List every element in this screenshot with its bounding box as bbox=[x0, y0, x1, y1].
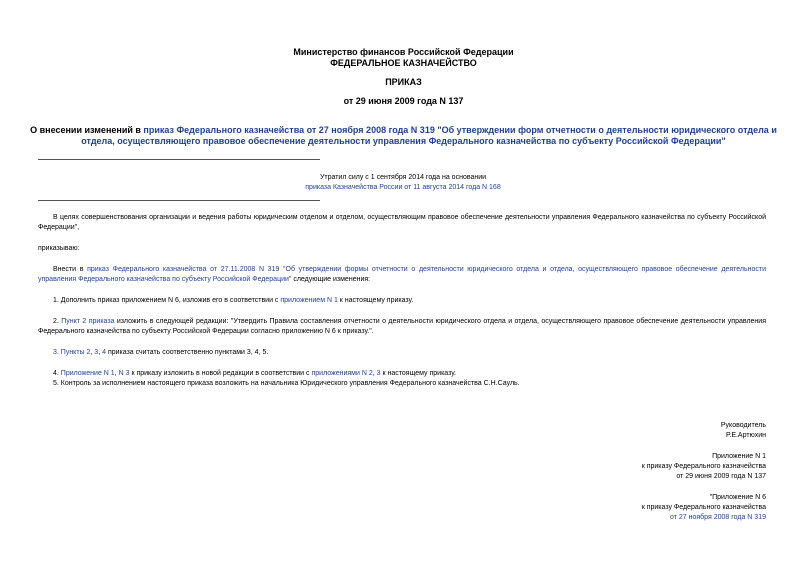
item-3-sep-1: , bbox=[90, 349, 95, 356]
paragraph-preamble: В целях совершенствования организации и ведения работы юридическим отделом и отделом, осуществляющим правовое обеспечение деятельности управления Федерального казначейства по субъекту Российской Федерации", bbox=[38, 214, 766, 231]
agency-title: ФЕДЕРАЛЬНОЕ КАЗНАЧЕЙСТВО bbox=[330, 58, 477, 68]
item-3 bbox=[53, 348, 766, 358]
doc-title-link[interactable]: приказ Федерального казначейства от 27 ноября 2008 года N 319 "Об утверждении форм отчетности о деятельности юридического отдела и отдела, осуществляющего правовое обеспечение деятельности управления Федерального казначейства по субъекту Российской Федерации" bbox=[81, 125, 777, 146]
item-4-suffix: к настоящему приказу. bbox=[380, 370, 456, 377]
paragraph-amend bbox=[38, 265, 766, 285]
status-link[interactable]: приказа Казначейства России от 11 августа 2014 года N 168 bbox=[305, 184, 501, 191]
item-4-link-4[interactable]: 3 bbox=[376, 370, 381, 377]
item-1-text: 1. Дополнить приказ приложением N 6, изложив его в соответствии с bbox=[53, 297, 281, 304]
item-5: 5. Контроль за исполнением настоящего приказа возложить на начальника Юридического управления Федерального казначейства С.Н.Сауль. bbox=[53, 380, 520, 387]
doc-title-prefix: О внесении изменений в bbox=[30, 125, 144, 135]
appendix-1-date: от 29 июня 2009 года N 137 bbox=[676, 473, 766, 480]
amend-suffix: следующие изменения: bbox=[291, 276, 371, 283]
item-1-suffix: к настоящему приказу. bbox=[337, 297, 414, 304]
item-1 bbox=[53, 296, 766, 306]
item-4-text: к приказу изложить в новой редакции в соответствии с bbox=[129, 370, 312, 377]
item-3-link-2[interactable]: 3 bbox=[94, 349, 99, 356]
item-4-link-3[interactable]: приложениями N 2 bbox=[311, 370, 373, 377]
item-4-link-2[interactable]: N 3 bbox=[118, 370, 130, 377]
amend-prefix: Внести в bbox=[53, 266, 88, 273]
item-2-text: изложить в следующей редакции: "Утвердить Правила составления отчетности о деятельности юридического отдела и отдела, осуществляющего правовое обеспечение деятельности управления Федерального казначейства по субъекту Российской Федерации согласно приложению N 6 к приказу.". bbox=[38, 318, 766, 335]
signature-name: Р.Е.Артюхин bbox=[726, 432, 766, 439]
item-2-link[interactable]: Пункт 2 приказа bbox=[61, 318, 115, 325]
doc-type: ПРИКАЗ bbox=[385, 77, 422, 87]
signature-role: Руководитель bbox=[720, 422, 766, 429]
paragraph-order: приказываю: bbox=[38, 245, 80, 252]
divider-top bbox=[38, 159, 320, 160]
ministry-title: Министерство финансов Российской Федерации bbox=[293, 47, 514, 57]
appendix-6-ref: к приказу Федерального казначейства bbox=[641, 504, 766, 511]
item-3-link-3[interactable]: 4 bbox=[102, 349, 106, 356]
item-2 bbox=[38, 317, 766, 337]
item-3-sep-2: , bbox=[98, 349, 103, 356]
item-3-text: приказа считать соответственно пунктами 3, 4, 5. bbox=[106, 349, 269, 356]
item-4-sep-2: , bbox=[372, 370, 377, 377]
appendix-6-date-link[interactable]: от 27 ноября 2008 года N 319 bbox=[670, 514, 766, 521]
divider-bottom bbox=[38, 200, 320, 201]
item-2-num: 2. bbox=[53, 318, 62, 325]
status-line: Утратил силу с 1 сентября 2014 года на основании bbox=[319, 174, 487, 181]
amend-link[interactable]: приказ Федерального казначейства от 27.11.2008 N 319 "Об утверждении формы отчетности о деятельности юридического отдела и отдела, осуществляющего правовое обеспечение деятельности управления Федерального казначейства по субъекту Российской Федерации" bbox=[38, 266, 766, 283]
doc-title bbox=[30, 125, 777, 147]
appendix-1-ref: к приказу Федерального казначейства bbox=[641, 463, 766, 470]
appendix-1-title: Приложение N 1 bbox=[712, 453, 766, 460]
appendix-6-title: "Приложение N 6 bbox=[709, 494, 766, 501]
item-4 bbox=[53, 369, 766, 379]
item-1-link[interactable]: приложением N 1 bbox=[280, 297, 338, 304]
item-4-num: 4. bbox=[53, 370, 61, 377]
item-4-sep: , bbox=[114, 370, 119, 377]
doc-date-number: от 29 июня 2009 года N 137 bbox=[343, 96, 464, 106]
item-3-link-1[interactable]: 3. Пункты 2 bbox=[53, 349, 91, 356]
item-4-link-1[interactable]: Приложение N 1 bbox=[60, 370, 115, 377]
